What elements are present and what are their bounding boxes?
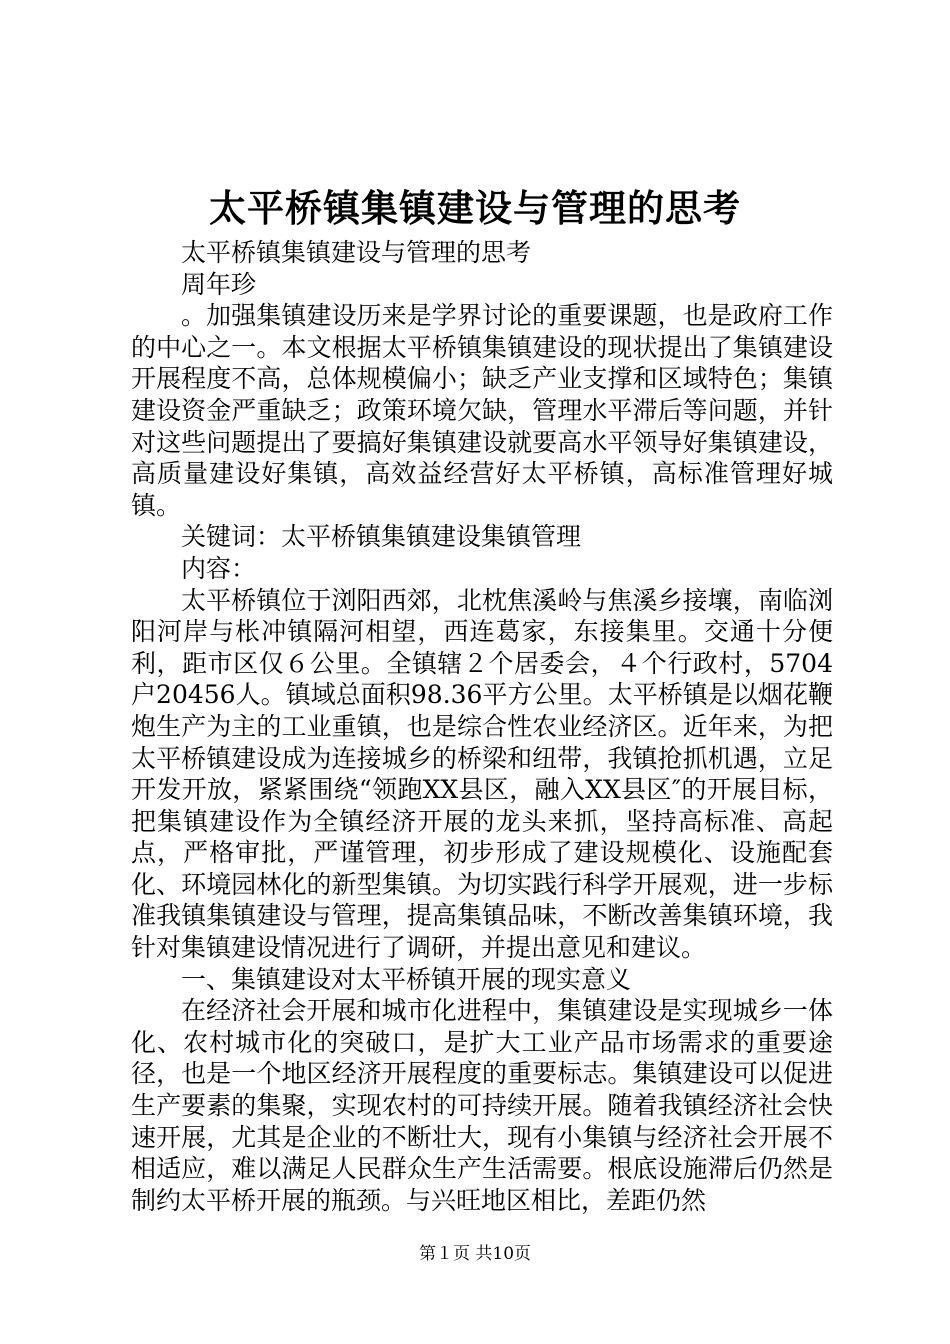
body-paragraph: 太平桥镇位于浏阳西郊，北枕焦溪岭与焦溪乡接壤，南临浏阳河岸与枨冲镇隔河相望，西连葛家，东接集里。交通十分便利，距市区仅６公里。全镇辖２个居委会，４个行政村，5704户20456人。镇域总面积98.36平方公里。太平桥镇是以烟花鞭炮生产为主的工业重镇，也是综合性农业经济区。近年来，为把太平桥镇建设成为连接城乡的桥梁和纽带，我镇抢抓机遇，立足开发开放，紧紧围绕“领跑XX县区，融入XX县区″的开展目标，把集镇建设作为全镇经济开展的龙头来抓，坚持高标准、高起点，严格审批，严谨管理，初步形成了建设规模化、设施配套化、环境园林化的新型集镇。为切实践行科学开展观，进一步标准我镇集镇建设与管理，提高集镇品味，不断改善集镇环境，我针对集镇建设情况进行了调研，并提出意见和建议。 <box>131 585 833 963</box>
author-paragraph: 周年珍 <box>181 269 257 299</box>
section-heading: 一、集镇建设对太平桥镇开展的现实意义 <box>181 964 632 994</box>
content-label-paragraph: 内容： <box>181 553 257 583</box>
keywords-paragraph: 关键词：太平桥镇集镇建设集镇管理 <box>181 522 582 552</box>
document-body <box>131 237 833 1216</box>
abstract-paragraph: 。加强集镇建设历来是学界讨论的重要课题，也是政府工作的中心之一。本文根据太平桥镇集镇建设的现状提出了集镇建设开展程度不高，总体规模偏小；缺乏产业支撑和区域特色；集镇建设资金严重缺乏；政策环境欠缺，管理水平滞后等问题，并针对这些问题提出了要搞好集镇建设就要高水平领导好集镇建设，高质量建设好集镇，高效益经营好太平桥镇，高标准管理好城镇。 <box>131 301 833 520</box>
body-paragraph: 在经济社会开展和城市化进程中，集镇建设是实现城乡一体化、农村城市化的突破口，是扩大工业产品市场需求的重要途径，也是一个地区经济开展程度的重要标志。集镇建设可以促进生产要素的集聚，实现农村的可持续开展。随着我镇经济社会快速开展，尤其是企业的不断壮大，现有小集镇与经济社会开展不相适应，难以满足人民群众生产生活需要。根底设施滞后仍然是制约太平桥开展的瓶颈。与兴旺地区相比，差距仍然 <box>131 996 833 1215</box>
subtitle-paragraph: 太平桥镇集镇建设与管理的思考 <box>181 238 532 267</box>
document-title: 太平桥镇集镇建设与管理的思考 <box>209 186 741 230</box>
page-footer: 第１页 共10页 <box>418 1244 532 1264</box>
